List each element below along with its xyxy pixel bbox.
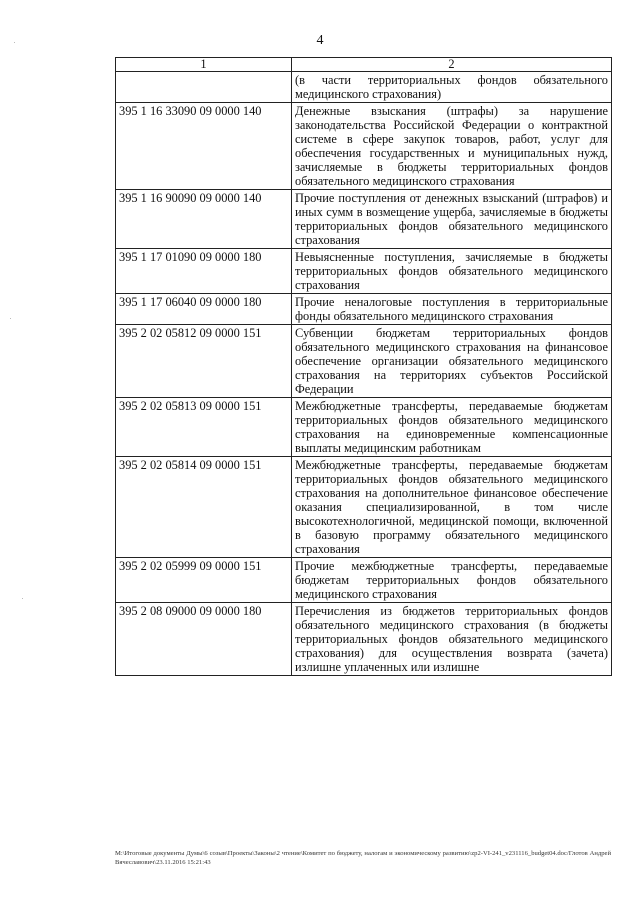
table-row — [116, 325, 612, 398]
budget-code-cell: 395 1 17 06040 09 0000 180 — [116, 294, 292, 325]
budget-code-cell: 395 1 16 33090 09 0000 140 — [116, 103, 292, 190]
column-header-description: 2 — [292, 58, 612, 72]
description-cell: Прочие поступления от денежных взысканий (штрафов) и иных сумм в возмещение ущерба, зачисляемые в бюджеты территориальных фондов обязательного медицинского страхования — [292, 190, 612, 249]
table-header-row — [116, 58, 612, 72]
budget-codes-table — [115, 57, 612, 676]
scan-speck — [10, 318, 11, 319]
budget-code-cell: 395 2 02 05812 09 0000 151 — [116, 325, 292, 398]
description-cell: Прочие межбюджетные трансферты, передаваемые бюджетам территориальных фондов обязательного медицинского страхования — [292, 558, 612, 603]
description-cell: Перечисления из бюджетов территориальных фондов обязательного медицинского страхования (в бюджеты территориальных фондов обязательного медицинского страхования) для осуществления возврата (зачета) излишне уплаченных или излишне — [292, 603, 612, 676]
table-row — [116, 190, 612, 249]
budget-code-cell: 395 2 02 05813 09 0000 151 — [116, 398, 292, 457]
page-number: 4 — [316, 33, 324, 48]
description-cell: Денежные взыскания (штрафы) за нарушение законодательства Российской Федерации о контрактной системе в сфере закупок товаров, работ, услуг для обеспечения государственных и муниципальных нужд, зачисляемые в бюджеты территориальных фондов обязательного медицинского страхования — [292, 103, 612, 190]
column-header-code: 1 — [116, 58, 292, 72]
description-cell: Межбюджетные трансферты, передаваемые бюджетам территориальных фондов обязательного медицинского страхования на единовременные компенсационные выплаты медицинским работникам — [292, 398, 612, 457]
scan-speck — [14, 42, 15, 43]
budget-code-cell: 395 2 08 09000 09 0000 180 — [116, 603, 292, 676]
description-cell: Межбюджетные трансферты, передаваемые бюджетам территориальных фондов обязательного медицинского страхования на дополнительное финансовое обеспечение оказания специализированной, в том числе высокотехнологичной, медицинской помощи, включенной в базовую программу обязательного медицинского страхования — [292, 457, 612, 558]
table-row — [116, 603, 612, 676]
table-row — [116, 457, 612, 558]
budget-code-cell: 395 2 02 05999 09 0000 151 — [116, 558, 292, 603]
budget-code-cell: 395 2 02 05814 09 0000 151 — [116, 457, 292, 558]
description-cell: (в части территориальных фондов обязательного медицинского страхования) — [292, 72, 612, 103]
description-cell: Прочие неналоговые поступления в территориальные фонды обязательного медицинского страхования — [292, 294, 612, 325]
description-cell: Невыясненные поступления, зачисляемые в бюджеты территориальных фондов обязательного медицинского страхования — [292, 249, 612, 294]
table-row — [116, 103, 612, 190]
table-row — [116, 249, 612, 294]
table-row — [116, 558, 612, 603]
scan-speck — [22, 598, 23, 599]
table-row — [116, 72, 612, 103]
budget-code-cell: 395 1 17 01090 09 0000 180 — [116, 249, 292, 294]
file-path-footer: M:\Итоговые документы Думы\6 созыв\Проекты\Законы\2 чтение\Комитет по бюджету, налогам и экономическому развитию\zp2-VI-241_v231116_budget04.doc/Глотов Андрей Вячеславович\23.11.2016 15:21:43 — [115, 850, 611, 866]
budget-code-cell — [116, 72, 292, 103]
table-row — [116, 398, 612, 457]
budget-code-cell: 395 1 16 90090 09 0000 140 — [116, 190, 292, 249]
table-row — [116, 294, 612, 325]
description-cell: Субвенции бюджетам территориальных фондов обязательного медицинского страхования на финансовое обеспечение организации обязательного медицинского страхования на территориях субъектов Российской Федерации — [292, 325, 612, 398]
